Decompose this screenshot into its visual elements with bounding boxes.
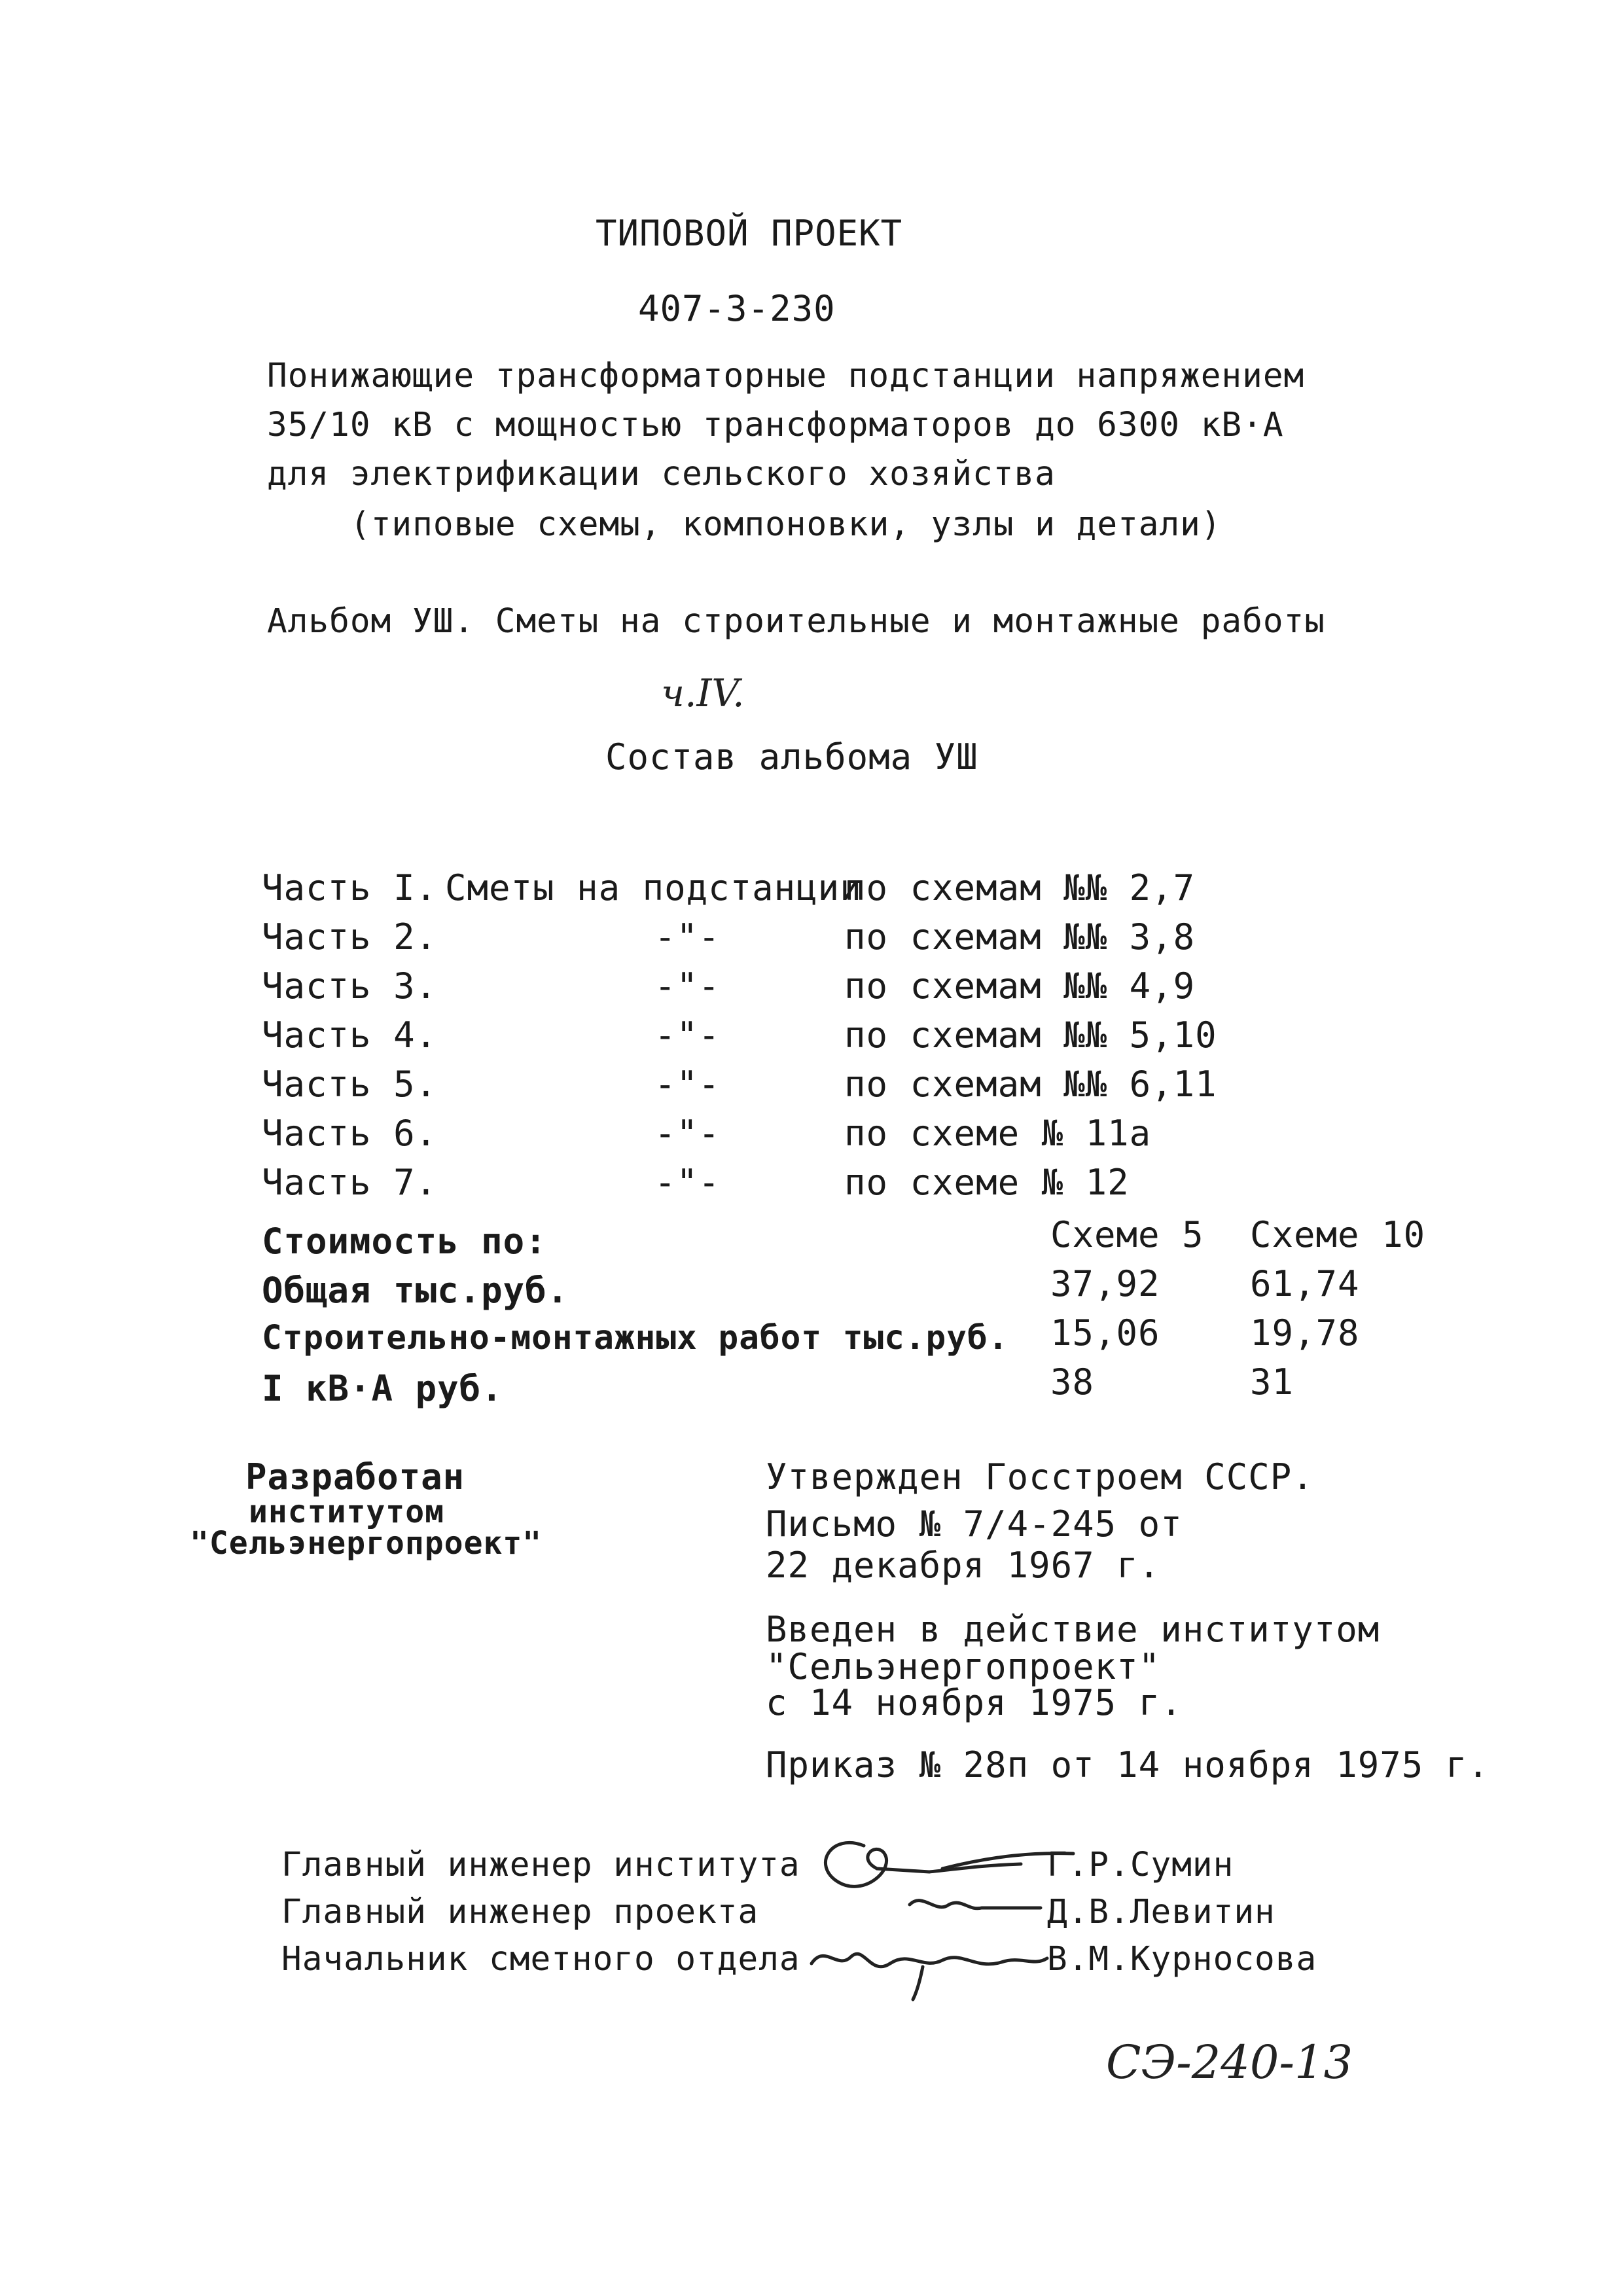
description-line-3: для электрификации сельского хозяйства: [267, 455, 1056, 493]
handwritten-mark: ч.IV.: [661, 671, 745, 715]
part-scheme: по схемам №№ 2,7: [844, 867, 1196, 908]
signature-scribble-1: [825, 1842, 1021, 1886]
cost-header-col1: Схеме 5: [1050, 1214, 1204, 1255]
approval-line: Утвержден Госстроем СССР.: [766, 1456, 1314, 1498]
developer-line: "Сельэнергопроект": [190, 1525, 543, 1562]
cost-row-label: I кВ·А руб.: [262, 1368, 503, 1409]
cost-header-label: Стоимость по:: [262, 1221, 547, 1262]
cost-row-label: Общая тыс.руб.: [262, 1270, 569, 1311]
description-line-4: (типовые схемы, компоновки, узлы и детали): [350, 505, 1222, 544]
part-subject: Сметы на подстанции: [445, 867, 862, 908]
cost-row-label: Строительно-монтажных работ тыс.руб.: [262, 1319, 1009, 1357]
album-title: Альбом УШ. Сметы на строительные и монтажные работы: [267, 602, 1325, 641]
signature-role: Главный инженер института: [281, 1846, 800, 1884]
composition-title: Состав альбома УШ: [605, 736, 978, 778]
signature-name: В.М.Курносова: [1047, 1940, 1317, 1979]
signature-scribble-3: [812, 1954, 1047, 1967]
signature-role: Начальник сметного отдела: [281, 1940, 800, 1979]
part-subject: -"-: [654, 1162, 721, 1203]
cost-row-col2: 61,74: [1250, 1263, 1360, 1304]
cost-row-col2: 19,78: [1250, 1312, 1360, 1354]
cost-row-col1: 38: [1050, 1361, 1095, 1403]
part-subject: -"-: [654, 1113, 721, 1154]
part-subject: -"-: [654, 1014, 721, 1056]
part-label: Часть 3.: [262, 965, 438, 1007]
footer-code: СЭ-240-13: [1106, 2036, 1353, 2089]
signature-strike: [942, 1854, 1073, 1869]
part-label: Часть 6.: [262, 1113, 438, 1154]
cost-row-col1: 37,92: [1050, 1263, 1160, 1304]
doc-title: ТИПОВОЙ ПРОЕКТ: [596, 213, 903, 254]
signature-role: Главный инженер проекта: [281, 1893, 759, 1931]
developer-line: Разработан: [245, 1456, 465, 1498]
signature-name: Г.Р.Сумин: [1047, 1846, 1234, 1884]
part-subject: -"-: [654, 916, 721, 958]
part-label: Часть 7.: [262, 1162, 438, 1203]
description-line-2: 35/10 кВ с мощностью трансформаторов до 6300 кВ·А: [267, 406, 1284, 444]
part-scheme: по схеме № 11а: [844, 1113, 1152, 1154]
cost-header-col2: Схеме 10: [1250, 1214, 1426, 1255]
project-number: 407-3-230: [638, 288, 836, 329]
part-scheme: по схемам №№ 3,8: [844, 916, 1196, 958]
cost-row-col2: 31: [1250, 1361, 1294, 1403]
cost-row-col1: 15,06: [1050, 1312, 1160, 1354]
part-scheme: по схемам №№ 4,9: [844, 965, 1196, 1007]
signature-tail: [913, 1967, 923, 2000]
part-scheme: по схемам №№ 6,11: [844, 1064, 1217, 1105]
part-scheme: по схеме № 12: [844, 1162, 1130, 1203]
approval-line: Письмо № 7/4-245 от: [766, 1503, 1183, 1545]
developer-line: институтом: [249, 1494, 444, 1530]
signature-scribble-2: [910, 1901, 1041, 1909]
part-label: Часть 2.: [262, 916, 438, 958]
description-line-1: Понижающие трансформаторные подстанции напряжением: [267, 357, 1305, 395]
signature-name: Д.В.Левитин: [1047, 1893, 1275, 1931]
enacted-line: Введен в действие институтом: [766, 1609, 1380, 1650]
part-label: Часть 4.: [262, 1014, 438, 1056]
order-line: Приказ № 28п от 14 ноября 1975 г.: [766, 1744, 1489, 1785]
enacted-line: с 14 ноября 1975 г.: [766, 1682, 1183, 1723]
part-label: Часть 5.: [262, 1064, 438, 1105]
handwritten-signatures: [785, 1806, 1152, 2003]
part-label: Часть I.: [262, 867, 438, 908]
approval-line: 22 декабря 1967 г.: [766, 1545, 1161, 1586]
part-scheme: по схемам №№ 5,10: [844, 1014, 1217, 1056]
part-subject: -"-: [654, 1064, 721, 1105]
part-subject: -"-: [654, 965, 721, 1007]
enacted-line: "Сельэнергопроект": [766, 1646, 1161, 1687]
